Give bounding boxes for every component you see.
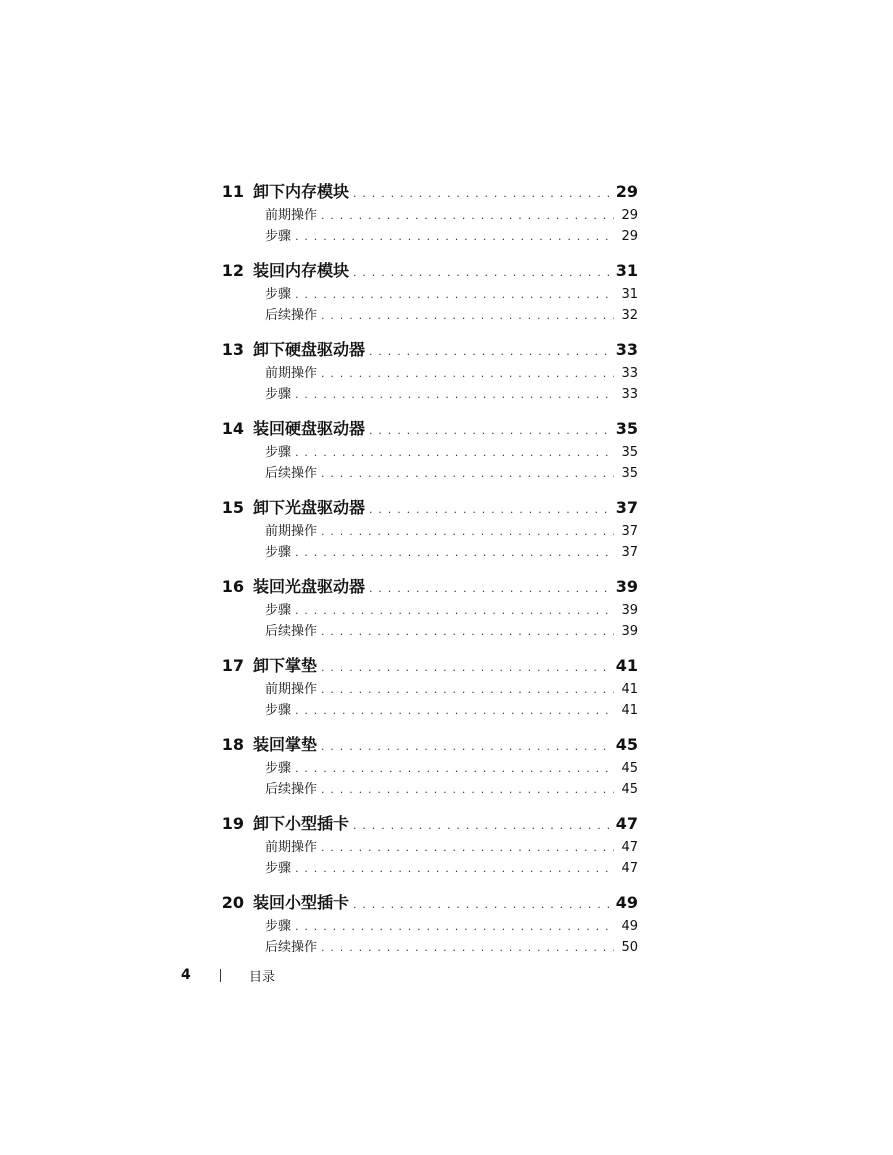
dot-leader	[369, 575, 610, 603]
footer-page-number: 4	[181, 967, 191, 983]
section-title: 前期操作	[265, 524, 318, 539]
chapter-number: 14	[221, 419, 244, 438]
toc-chapter	[208, 494, 638, 563]
chapter-title: 装回硬盘驱动器	[253, 419, 366, 438]
chapter-title: 装回小型插卡	[253, 893, 350, 912]
section-title: 步骤	[265, 386, 292, 402]
dot-leader	[353, 259, 610, 287]
section-title: 步骤	[265, 702, 292, 718]
dot-leader	[321, 654, 610, 682]
toc-chapter	[208, 731, 638, 800]
chapter-title: 卸下掌垫	[253, 656, 318, 675]
section-title: 后续操作	[265, 307, 318, 323]
section-entry[interactable]	[208, 227, 638, 248]
section-title: 步骤	[265, 445, 292, 460]
toc-chapter	[208, 810, 638, 879]
dot-leader	[321, 622, 614, 643]
dot-leader	[321, 306, 614, 327]
section-entry[interactable]	[208, 522, 638, 543]
section-entry[interactable]	[208, 364, 638, 385]
footer-label: 目录	[249, 969, 276, 985]
chapter-entry[interactable]	[208, 257, 638, 285]
chapter-page-number: 49	[615, 893, 638, 912]
section-title: 前期操作	[265, 682, 318, 697]
section-title: 前期操作	[265, 208, 318, 223]
dot-leader	[353, 812, 610, 840]
chapter-page-number: 29	[615, 182, 638, 201]
table-of-contents	[208, 178, 638, 968]
chapter-title: 卸下光盘驱动器	[253, 498, 366, 517]
chapter-entry[interactable]	[208, 573, 638, 601]
chapter-number: 20	[221, 893, 244, 912]
section-page-number: 37	[621, 524, 638, 539]
chapter-entry[interactable]	[208, 336, 638, 364]
dot-leader	[321, 464, 614, 485]
chapter-entry[interactable]	[208, 889, 638, 917]
section-page-number: 29	[621, 228, 638, 244]
dot-leader	[369, 417, 610, 445]
toc-chapter	[208, 178, 638, 247]
chapter-title: 卸下小型插卡	[253, 814, 350, 833]
section-title: 前期操作	[265, 840, 318, 855]
dot-leader	[295, 227, 614, 248]
section-page-number: 31	[621, 287, 638, 302]
chapter-page-number: 47	[615, 814, 638, 833]
chapter-entry[interactable]	[208, 178, 638, 206]
chapter-entry[interactable]	[208, 810, 638, 838]
dot-leader	[321, 364, 614, 385]
dot-leader	[295, 543, 614, 564]
dot-leader	[295, 859, 614, 880]
chapter-number: 15	[221, 498, 244, 517]
section-entry[interactable]	[208, 306, 638, 327]
footer-divider	[220, 969, 221, 982]
dot-leader	[321, 838, 614, 859]
chapter-number: 16	[221, 577, 244, 596]
section-title: 步骤	[265, 919, 292, 934]
chapter-entry[interactable]	[208, 731, 638, 759]
section-entry[interactable]	[208, 206, 638, 227]
chapter-page-number: 35	[615, 419, 638, 438]
dot-leader	[295, 385, 614, 406]
section-page-number: 47	[621, 860, 638, 876]
chapter-title: 卸下内存模块	[253, 182, 350, 201]
section-entry[interactable]	[208, 285, 638, 306]
dot-leader	[353, 180, 610, 208]
chapter-entry[interactable]	[208, 415, 638, 443]
chapter-page-number: 39	[615, 577, 638, 596]
dot-leader	[321, 733, 610, 761]
toc-chapter	[208, 652, 638, 721]
dot-leader	[295, 601, 614, 622]
section-title: 步骤	[265, 860, 292, 876]
section-page-number: 29	[621, 208, 638, 223]
chapter-number: 11	[221, 182, 244, 201]
section-entry[interactable]	[208, 759, 638, 780]
section-entry[interactable]	[208, 701, 638, 722]
section-title: 步骤	[265, 603, 292, 618]
chapter-page-number: 41	[615, 656, 638, 675]
dot-leader	[321, 206, 614, 227]
section-entry[interactable]	[208, 917, 638, 938]
section-page-number: 39	[621, 603, 638, 618]
section-entry[interactable]	[208, 543, 638, 564]
chapter-number: 13	[221, 340, 244, 359]
section-page-number: 41	[621, 682, 638, 697]
chapter-number: 17	[221, 656, 244, 675]
dot-leader	[321, 522, 614, 543]
section-entry[interactable]	[208, 859, 638, 880]
dot-leader	[321, 938, 614, 959]
chapter-title: 卸下硬盘驱动器	[253, 340, 366, 359]
section-page-number: 47	[621, 840, 638, 855]
section-entry[interactable]	[208, 622, 638, 643]
toc-chapter	[208, 257, 638, 326]
dot-leader	[353, 891, 610, 919]
chapter-page-number: 33	[615, 340, 638, 359]
chapter-page-number: 45	[615, 735, 638, 754]
section-entry[interactable]	[208, 938, 638, 959]
section-page-number: 32	[621, 307, 638, 323]
chapter-title: 装回光盘驱动器	[253, 577, 366, 596]
dot-leader	[321, 680, 614, 701]
section-entry[interactable]	[208, 838, 638, 859]
page-footer	[181, 964, 275, 986]
section-page-number: 37	[621, 544, 638, 560]
section-title: 后续操作	[265, 939, 318, 955]
section-title: 步骤	[265, 761, 292, 776]
toc-chapter	[208, 415, 638, 484]
section-page-number: 45	[621, 761, 638, 776]
chapter-page-number: 31	[615, 261, 638, 280]
dot-leader	[295, 759, 614, 780]
toc-chapter	[208, 573, 638, 642]
section-page-number: 35	[621, 465, 638, 481]
section-title: 前期操作	[265, 366, 318, 381]
dot-leader	[295, 917, 614, 938]
dot-leader	[295, 443, 614, 464]
section-title: 后续操作	[265, 465, 318, 481]
dot-leader	[321, 780, 614, 801]
toc-chapter	[208, 889, 638, 958]
dot-leader	[369, 496, 610, 524]
section-title: 步骤	[265, 228, 292, 244]
section-entry[interactable]	[208, 443, 638, 464]
section-page-number: 41	[621, 702, 638, 718]
chapter-entry[interactable]	[208, 494, 638, 522]
section-title: 后续操作	[265, 623, 318, 639]
section-page-number: 49	[621, 919, 638, 934]
dot-leader	[295, 285, 614, 306]
dot-leader	[295, 701, 614, 722]
section-entry[interactable]	[208, 464, 638, 485]
toc-chapter	[208, 336, 638, 405]
section-page-number: 35	[621, 445, 638, 460]
section-title: 后续操作	[265, 781, 318, 797]
chapter-entry[interactable]	[208, 652, 638, 680]
section-page-number: 33	[621, 366, 638, 381]
section-entry[interactable]	[208, 680, 638, 701]
section-page-number: 39	[621, 623, 638, 639]
chapter-number: 18	[221, 735, 244, 754]
dot-leader	[369, 338, 610, 366]
section-page-number: 45	[621, 781, 638, 797]
section-page-number: 33	[621, 386, 638, 402]
section-entry[interactable]	[208, 385, 638, 406]
section-title: 步骤	[265, 287, 292, 302]
section-entry[interactable]	[208, 780, 638, 801]
chapter-number: 12	[221, 261, 244, 280]
chapter-title: 装回掌垫	[253, 735, 318, 754]
section-page-number: 50	[621, 939, 638, 955]
chapter-page-number: 37	[615, 498, 638, 517]
section-title: 步骤	[265, 544, 292, 560]
chapter-title: 装回内存模块	[253, 261, 350, 280]
section-entry[interactable]	[208, 601, 638, 622]
chapter-number: 19	[221, 814, 244, 833]
